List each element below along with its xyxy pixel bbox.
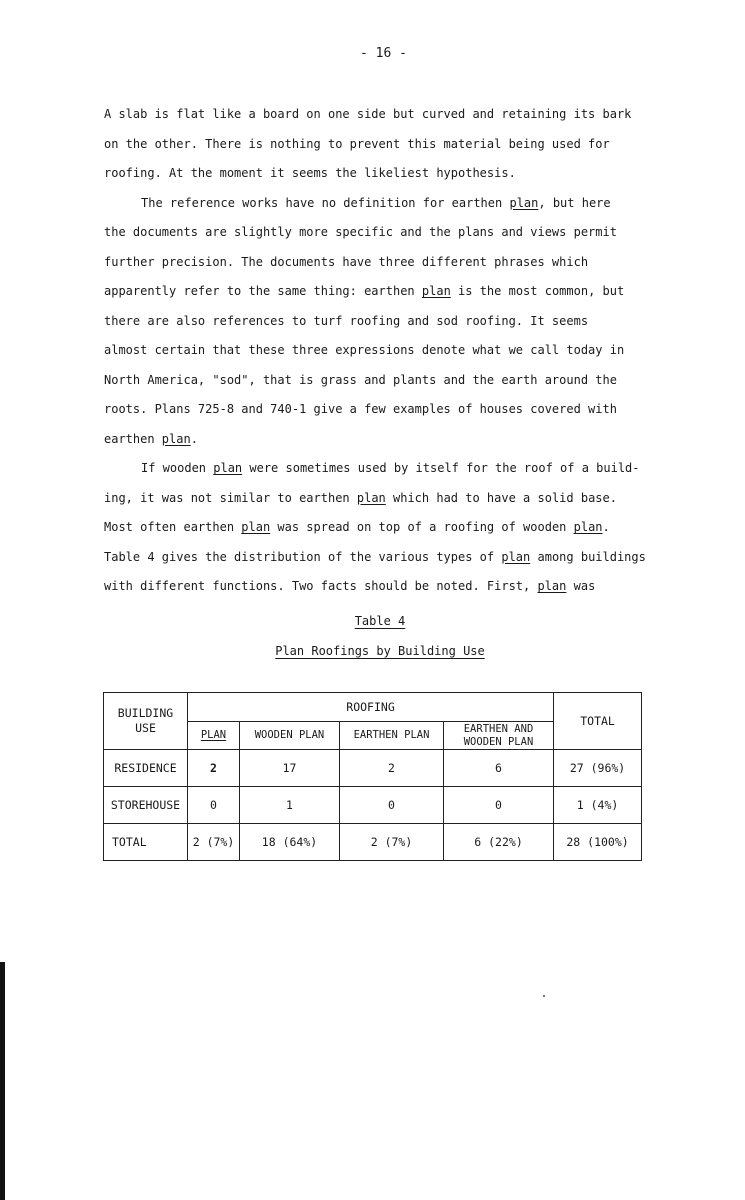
header-earthen-plan: EARTHEN PLAN xyxy=(340,722,444,750)
cell-value: 0 xyxy=(340,787,444,824)
cell-value: 6 xyxy=(444,750,554,787)
row-label: STOREHOUSE xyxy=(104,787,188,824)
paragraph-line: earthen plan. xyxy=(104,431,198,446)
paragraph-line: If wooden plan were sometimes used by itself for the roof of a build- xyxy=(141,461,640,475)
paragraph-line: Most often earthen plan was spread on top of a roofing of wooden plan. xyxy=(104,520,610,534)
paragraph-line: The reference works have no definition for earthen plan, but here xyxy=(141,195,611,210)
paragraph-line: North America, "sod", that is grass and plants and the earth around the xyxy=(104,372,617,387)
cell-total: 1 (4%) xyxy=(554,787,642,824)
paragraph-line: roofing. At the moment it seems the likeliest hypothesis. xyxy=(104,166,516,180)
paragraph-line: the documents are slightly more specific and the plans and views permit xyxy=(104,225,617,239)
cell-value: 2 (7%) xyxy=(340,824,444,861)
body-text xyxy=(104,100,664,602)
paragraph-line: ing, it was not similar to earthen plan which had to have a solid base. xyxy=(104,490,617,505)
roofing-table xyxy=(103,692,642,861)
cell-value: 2 xyxy=(188,750,240,787)
cell-value: 0 xyxy=(188,787,240,824)
cell-total: 27 (96%) xyxy=(554,750,642,787)
paragraph-line: Table 4 gives the distribution of the various types of plan among buildings xyxy=(104,549,646,564)
paragraph-line: on the other. There is nothing to prevent this material being used for xyxy=(104,136,610,151)
scan-edge-mark xyxy=(0,962,5,1200)
header-plan: PLAN xyxy=(188,722,240,750)
paragraph-line: roots. Plans 725-8 and 740-1 give a few examples of houses covered with xyxy=(104,402,617,416)
header-earthen-and-wooden-plan: EARTHEN AND WOODEN PLAN xyxy=(444,722,554,750)
paragraph-line: apparently refer to the same thing: earthen plan is the most common, but xyxy=(104,284,625,298)
header-building-use: BUILDING USE xyxy=(104,693,188,750)
cell-value: 2 (7%) xyxy=(188,824,240,861)
scan-speck xyxy=(543,995,545,997)
paragraph-line: there are also references to turf roofing and sod roofing. It seems xyxy=(104,313,589,328)
header-total: TOTAL xyxy=(554,693,642,750)
table-caption: Table 4 xyxy=(354,614,406,628)
row-label: TOTAL xyxy=(104,824,188,861)
cell-value: 1 xyxy=(240,787,340,824)
row-label: RESIDENCE xyxy=(104,750,188,787)
paragraph-line: almost certain that these three expressions denote what we call today in xyxy=(104,343,625,357)
cell-value: 17 xyxy=(240,750,340,787)
cell-value: 18 (64%) xyxy=(240,824,340,861)
paragraph-line: A slab is flat like a board on one side but curved and retaining its bark xyxy=(104,107,632,121)
table-row xyxy=(104,787,642,824)
header-wooden-plan: WOODEN PLAN xyxy=(240,722,340,750)
page-number: - 16 - xyxy=(360,46,407,61)
cell-total: 28 (100%) xyxy=(554,824,642,861)
cell-value: 6 (22%) xyxy=(444,824,554,861)
cell-value: 0 xyxy=(444,787,554,824)
cell-value: 2 xyxy=(340,750,444,787)
paragraph-line: further precision. The documents have three different phrases which xyxy=(104,254,589,269)
header-roofing: ROOFING xyxy=(188,693,554,722)
table-row xyxy=(104,750,642,787)
table-title: Plan Roofings by Building Use xyxy=(275,644,485,658)
table-row xyxy=(104,824,642,861)
paragraph-line: with different functions. Two facts should be noted. First, plan was xyxy=(104,579,596,593)
